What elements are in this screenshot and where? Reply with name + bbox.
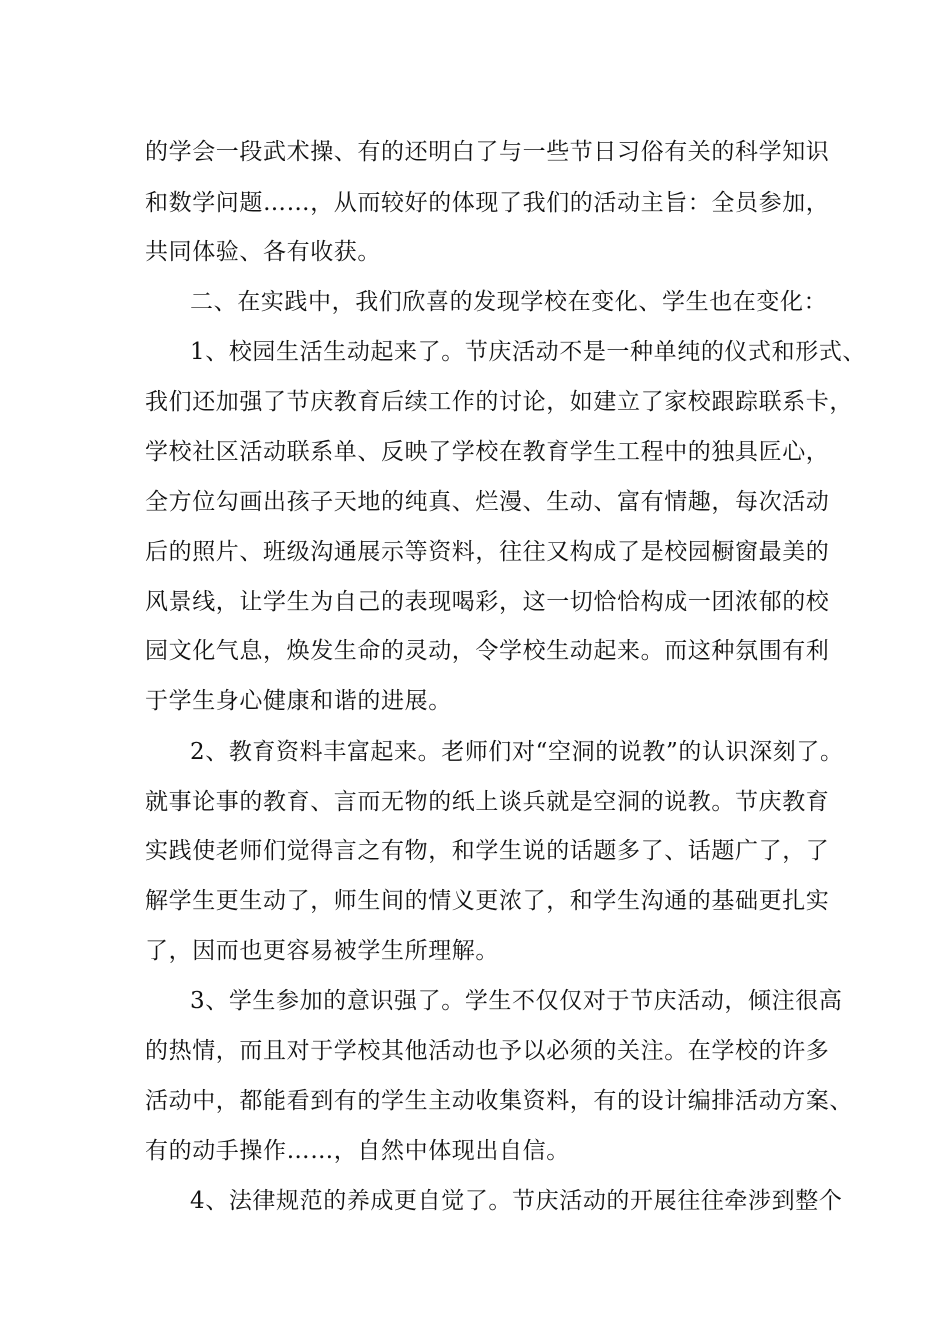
text-line: 和数学问题……，从而较好的体现了我们的活动主旨：全员参加， (145, 190, 830, 216)
text-line: 于学生身心健康和谐的进展。 (145, 688, 452, 714)
text-line: 解学生更生动了，师生间的情义更浓了，和学生沟通的基础更扎实 (145, 888, 830, 914)
text-line: 后的照片、班级沟通展示等资料，往往又构成了是校园橱窗最美的 (145, 539, 830, 565)
text-line: 全方位勾画出孩子天地的纯真、烂漫、生动、富有情趣，每次活动 (145, 489, 830, 515)
paragraph-heading: 二、在实践中，我们欣喜的发现学校在变化、学生也在变化： (190, 289, 828, 315)
text-line: 就事论事的教育、言而无物的纸上谈兵就是空洞的说教。节庆教育 (145, 789, 830, 815)
text-line: 我们还加强了节庆教育后续工作的讨论，如建立了家校跟踪联系卡， (145, 389, 853, 415)
text-line: 实践使老师们觉得言之有物，和学生说的话题多了、话题广了，了 (145, 838, 830, 864)
text-line: 风景线，让学生为自己的表现喝彩，这一切恰恰构成一团浓郁的校 (145, 589, 830, 615)
text-line: 2、教育资料丰富起来。老师们对“空洞的说教”的认识深刻了。 (190, 739, 844, 765)
text-line: 了，因而也更容易被学生所理解。 (145, 938, 499, 964)
text-line: 共同体验、各有收获。 (145, 239, 381, 265)
text-line: 的热情，而且对于学校其他活动也予以必须的关注。在学校的许多 (145, 1038, 830, 1064)
text-line: 有的动手操作……，自然中体现出自信。 (145, 1138, 570, 1164)
text-line: 3、学生参加的意识强了。学生不仅仅对于节庆活动，倾注很高 (190, 988, 843, 1014)
text-line: 园文化气息，焕发生命的灵动，令学校生动起来。而这种氛围有利 (145, 638, 830, 664)
text-line: 1、校园生活生动起来了。节庆活动不是一种单纯的仪式和形式、 (190, 339, 867, 365)
text-line: 4、法律规范的养成更自觉了。节庆活动的开展往往牵涉到整个 (190, 1188, 843, 1214)
text-line: 的学会一段武术操、有的还明白了与一些节日习俗有关的科学知识 (145, 139, 830, 165)
text-line: 学校社区活动联系单、反映了学校在教育学生工程中的独具匠心， (145, 439, 830, 465)
text-line: 活动中，都能看到有的学生主动收集资料，有的设计编排活动方案、 (145, 1088, 853, 1114)
